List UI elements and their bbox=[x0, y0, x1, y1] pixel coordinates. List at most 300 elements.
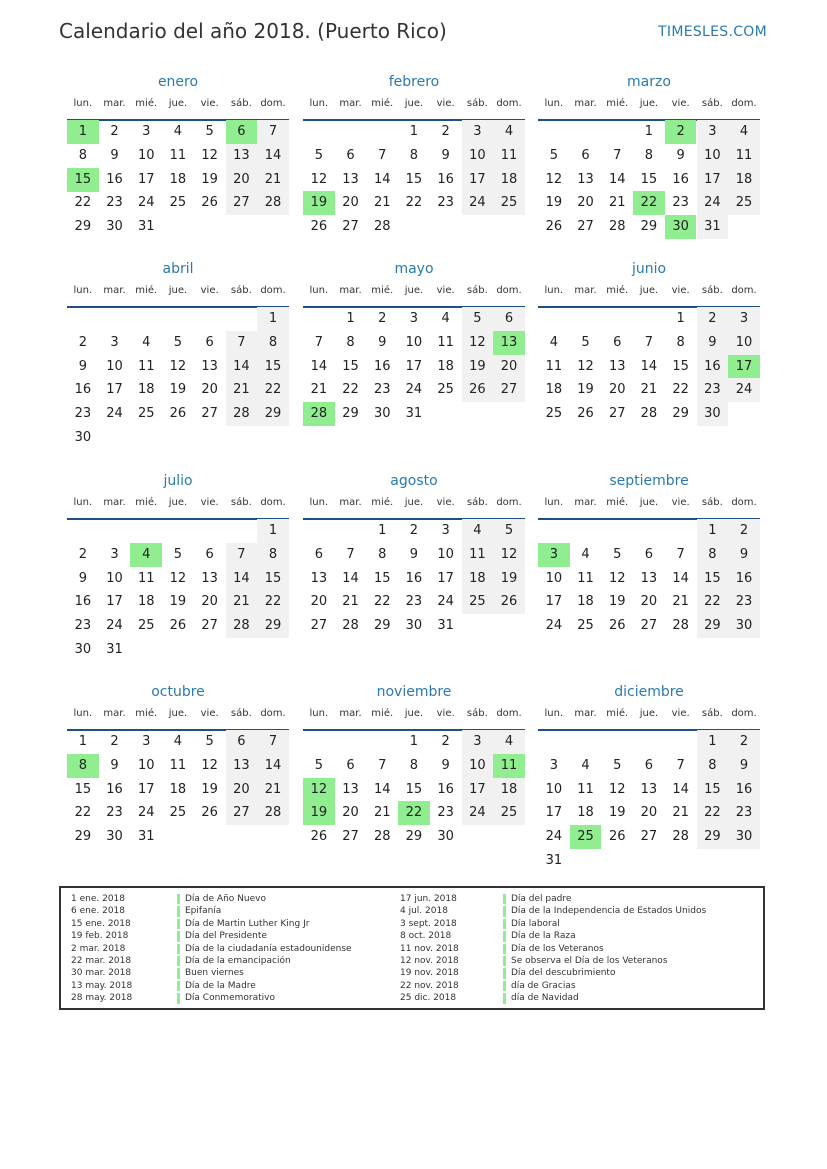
holiday-date: 22 nov. 2018 bbox=[400, 980, 459, 991]
holiday-name: Se observa el Día de los Veteranos bbox=[511, 955, 668, 966]
holiday-name: Día del Presidente bbox=[185, 931, 267, 942]
month-name: enero bbox=[157, 74, 199, 90]
holiday-name: día de Navidad bbox=[511, 993, 579, 1004]
day-cell: 8 bbox=[697, 754, 729, 778]
day-cell: 15 bbox=[672, 358, 689, 374]
holiday-date: 22 mar. 2018 bbox=[71, 955, 132, 966]
day-cell: 6 bbox=[581, 147, 590, 163]
weekday-header: lun. bbox=[309, 708, 329, 719]
weekday-header: sáb. bbox=[701, 285, 723, 296]
day-cell: 19 bbox=[608, 594, 626, 610]
weekday-header: sáb. bbox=[466, 98, 488, 109]
day-cell: 26 bbox=[310, 829, 328, 845]
day-cell: 24 bbox=[545, 618, 563, 634]
day-cell: 26 bbox=[201, 805, 218, 821]
day-cell: 5 bbox=[581, 334, 590, 350]
day-cell: 1 bbox=[257, 519, 289, 543]
day-cell: 3 bbox=[110, 334, 119, 350]
day-cell: 19 bbox=[608, 805, 626, 821]
day-cell: 20 bbox=[342, 805, 359, 821]
day-cell: 1 bbox=[644, 124, 654, 139]
day-cell: 25 bbox=[169, 805, 187, 821]
day-cell: 14 bbox=[672, 570, 689, 586]
weekday-header: jue. bbox=[639, 708, 659, 719]
day-cell: 31 bbox=[137, 219, 155, 235]
month-name: diciembre bbox=[614, 684, 684, 700]
day-cell: 21 bbox=[226, 378, 258, 402]
day-cell: 21 bbox=[310, 382, 328, 398]
day-cell: 3 bbox=[142, 734, 151, 749]
day-cell: 14 bbox=[310, 358, 328, 374]
day-cell: 1 bbox=[697, 730, 729, 754]
day-cell: 28 bbox=[226, 402, 258, 426]
holiday-day-cell: 13 bbox=[493, 331, 525, 355]
weekday-header: dom. bbox=[496, 285, 522, 296]
day-cell: 18 bbox=[169, 171, 187, 187]
day-cell: 23 bbox=[697, 378, 729, 402]
day-cell: 15 bbox=[405, 781, 423, 797]
day-cell: 12 bbox=[169, 358, 187, 374]
day-cell: 25 bbox=[545, 406, 563, 422]
day-cell: 16 bbox=[728, 778, 760, 802]
holiday-day-cell: 22 bbox=[398, 801, 430, 825]
page-title: Calendario del año 2018. (Puerto Rico) bbox=[59, 19, 447, 43]
weekday-header: vie. bbox=[200, 708, 219, 719]
day-cell: 6 bbox=[346, 757, 355, 773]
day-cell: 25 bbox=[437, 382, 454, 398]
month-septiembre bbox=[538, 473, 760, 663]
day-cell: 24 bbox=[697, 191, 729, 215]
day-cell: 1 bbox=[378, 523, 387, 538]
day-cell: 29 bbox=[257, 614, 289, 638]
day-cell: 3 bbox=[697, 120, 729, 144]
day-cell: 22 bbox=[74, 195, 92, 211]
weekday-header: vie. bbox=[671, 708, 690, 719]
day-cell: 15 bbox=[697, 567, 729, 591]
weekday-header: mié. bbox=[135, 98, 158, 109]
day-cell: 26 bbox=[545, 219, 563, 235]
day-cell: 17 bbox=[106, 594, 123, 610]
day-cell: 31 bbox=[545, 853, 563, 868]
day-cell: 20 bbox=[608, 382, 626, 398]
weekday-header: sáb. bbox=[230, 98, 252, 109]
day-cell: 21 bbox=[640, 382, 658, 398]
day-cell: 27 bbox=[640, 618, 658, 634]
day-cell: 20 bbox=[577, 195, 594, 211]
day-cell: 13 bbox=[226, 754, 258, 778]
month-febrero bbox=[303, 74, 525, 264]
day-cell: 25 bbox=[728, 191, 760, 215]
weekday-header: mar. bbox=[574, 708, 597, 719]
weekday-header: dom. bbox=[260, 285, 286, 296]
holiday-name: Día de la Madre bbox=[185, 980, 256, 991]
day-cell: 6 bbox=[205, 546, 214, 562]
day-cell: 24 bbox=[437, 594, 454, 610]
weekday-header: vie. bbox=[436, 285, 455, 296]
holiday-date: 6 ene. 2018 bbox=[71, 906, 125, 917]
holiday-marker bbox=[177, 906, 180, 916]
day-cell: 16 bbox=[437, 781, 454, 797]
day-cell: 11 bbox=[462, 543, 494, 567]
weekday-header: lun. bbox=[544, 497, 564, 508]
weekday-header: mié. bbox=[606, 285, 629, 296]
holiday-name: Día Conmemorativo bbox=[185, 993, 275, 1004]
weekday-header: sáb. bbox=[230, 708, 252, 719]
weekday-header: vie. bbox=[200, 285, 219, 296]
day-cell: 7 bbox=[314, 334, 323, 350]
day-cell: 28 bbox=[342, 618, 359, 634]
day-cell: 12 bbox=[462, 331, 494, 355]
day-cell: 18 bbox=[437, 358, 454, 374]
day-cell: 8 bbox=[78, 147, 87, 163]
weekday-header: mar. bbox=[339, 708, 362, 719]
month-name: octubre bbox=[151, 684, 205, 700]
month-enero bbox=[67, 74, 289, 264]
day-cell: 28 bbox=[373, 219, 391, 235]
day-cell: 27 bbox=[310, 618, 328, 634]
day-cell: 1 bbox=[676, 311, 685, 326]
day-cell: 19 bbox=[201, 781, 218, 797]
holiday-marker bbox=[177, 968, 180, 978]
day-cell: 9 bbox=[676, 147, 685, 163]
day-cell: 25 bbox=[169, 195, 187, 211]
holiday-date: 28 may. 2018 bbox=[71, 993, 133, 1004]
day-cell: 17 bbox=[462, 168, 494, 192]
day-cell: 1 bbox=[409, 124, 419, 139]
holiday-name: Día de Martin Luther King Jr bbox=[185, 918, 310, 929]
day-cell: 12 bbox=[493, 543, 525, 567]
day-cell: 19 bbox=[169, 382, 187, 398]
site-brand-link[interactable]: TIMESLES.COM bbox=[658, 24, 767, 40]
day-cell: 1 bbox=[257, 307, 289, 331]
day-cell: 29 bbox=[405, 829, 423, 845]
day-cell: 19 bbox=[545, 195, 563, 211]
day-cell: 9 bbox=[728, 543, 760, 567]
holiday-date: 19 nov. 2018 bbox=[400, 968, 459, 979]
day-cell: 10 bbox=[462, 144, 494, 168]
holiday-name: Día de la Independencia de Estados Unidos bbox=[511, 906, 707, 917]
day-cell: 23 bbox=[728, 590, 760, 614]
day-cell: 24 bbox=[137, 805, 155, 821]
day-cell: 20 bbox=[310, 594, 328, 610]
month-name: febrero bbox=[388, 74, 440, 90]
day-cell: 27 bbox=[608, 406, 626, 422]
day-cell: 15 bbox=[74, 781, 92, 797]
day-cell: 12 bbox=[201, 147, 218, 163]
day-cell: 20 bbox=[640, 805, 658, 821]
holiday-day-cell: 28 bbox=[303, 402, 335, 426]
weekday-header: jue. bbox=[168, 708, 188, 719]
weekday-header: mié. bbox=[606, 98, 629, 109]
day-cell: 11 bbox=[545, 358, 563, 374]
day-cell: 9 bbox=[78, 358, 87, 374]
day-cell: 18 bbox=[462, 567, 494, 591]
day-cell: 12 bbox=[608, 570, 626, 586]
day-cell: 22 bbox=[373, 594, 391, 610]
day-cell: 14 bbox=[257, 144, 289, 168]
day-cell: 11 bbox=[577, 570, 594, 586]
day-cell: 7 bbox=[644, 334, 654, 350]
weekday-header: dom. bbox=[260, 497, 286, 508]
holiday-date: 30 mar. 2018 bbox=[71, 968, 132, 979]
month-name: junio bbox=[631, 261, 667, 277]
holiday-marker bbox=[177, 894, 180, 904]
day-cell: 29 bbox=[672, 406, 689, 422]
day-cell: 16 bbox=[405, 570, 423, 586]
day-cell: 18 bbox=[493, 778, 525, 802]
weekday-header: sáb. bbox=[230, 285, 252, 296]
holiday-date: 13 may. 2018 bbox=[71, 980, 133, 991]
holiday-marker bbox=[503, 919, 506, 929]
weekday-header: mié. bbox=[135, 708, 158, 719]
holiday-day-cell: 4 bbox=[130, 543, 162, 567]
day-cell: 13 bbox=[310, 570, 328, 586]
day-cell: 13 bbox=[201, 570, 218, 586]
weekday-header: vie. bbox=[200, 98, 219, 109]
day-cell: 4 bbox=[173, 124, 183, 139]
day-cell: 14 bbox=[373, 171, 391, 187]
day-cell: 23 bbox=[437, 805, 454, 821]
month-marzo bbox=[538, 74, 760, 264]
day-cell: 21 bbox=[257, 168, 289, 192]
day-cell: 5 bbox=[314, 147, 323, 163]
weekday-header: dom. bbox=[496, 98, 522, 109]
weekday-header: sáb. bbox=[701, 98, 723, 109]
day-cell: 23 bbox=[672, 195, 689, 211]
day-cell: 4 bbox=[581, 546, 590, 562]
weekday-header: jue. bbox=[404, 285, 424, 296]
day-cell: 12 bbox=[608, 781, 626, 797]
day-cell: 29 bbox=[373, 618, 391, 634]
month-name: noviembre bbox=[376, 684, 452, 700]
day-cell: 18 bbox=[137, 382, 155, 398]
holiday-day-cell: 22 bbox=[633, 191, 665, 215]
day-cell: 17 bbox=[106, 382, 123, 398]
weekday-header: jue. bbox=[639, 285, 659, 296]
day-cell: 4 bbox=[142, 334, 151, 350]
day-cell: 27 bbox=[342, 219, 359, 235]
weekday-header: vie. bbox=[671, 285, 690, 296]
holiday-name: Día de los Veteranos bbox=[511, 943, 604, 954]
day-cell: 8 bbox=[378, 546, 387, 562]
weekday-header: mié. bbox=[606, 497, 629, 508]
day-cell: 20 bbox=[342, 195, 359, 211]
day-cell: 16 bbox=[106, 171, 123, 187]
day-cell: 24 bbox=[462, 801, 494, 825]
day-cell: 3 bbox=[142, 124, 151, 139]
day-cell: 14 bbox=[608, 171, 626, 187]
day-cell: 16 bbox=[697, 355, 729, 379]
day-cell: 31 bbox=[106, 642, 123, 657]
weekday-header: sáb. bbox=[701, 708, 723, 719]
day-cell: 18 bbox=[577, 594, 594, 610]
day-cell: 14 bbox=[342, 570, 359, 586]
holiday-name: Día de la Raza bbox=[511, 931, 576, 942]
month-name: mayo bbox=[394, 261, 434, 277]
weekday-header: lun. bbox=[73, 285, 93, 296]
weekday-header: sáb. bbox=[230, 497, 252, 508]
day-cell: 18 bbox=[728, 168, 760, 192]
holiday-date: 2 mar. 2018 bbox=[71, 943, 126, 954]
day-cell: 31 bbox=[137, 829, 155, 845]
day-cell: 2 bbox=[728, 519, 760, 543]
day-cell: 7 bbox=[378, 147, 387, 163]
day-cell: 10 bbox=[137, 147, 155, 163]
holiday-date: 1 ene. 2018 bbox=[71, 894, 125, 904]
day-cell: 29 bbox=[257, 402, 289, 426]
day-cell: 17 bbox=[697, 168, 729, 192]
day-cell: 9 bbox=[409, 546, 419, 562]
day-cell: 16 bbox=[728, 567, 760, 591]
day-cell: 15 bbox=[640, 171, 658, 187]
day-cell: 16 bbox=[672, 171, 689, 187]
day-cell: 4 bbox=[173, 734, 183, 749]
day-cell: 7 bbox=[676, 546, 685, 562]
day-cell: 12 bbox=[545, 171, 563, 187]
day-cell: 26 bbox=[169, 618, 187, 634]
day-cell: 6 bbox=[493, 307, 525, 331]
day-cell: 25 bbox=[493, 801, 525, 825]
day-cell: 22 bbox=[697, 801, 729, 825]
holiday-marker bbox=[177, 956, 180, 966]
day-cell: 9 bbox=[110, 147, 119, 163]
day-cell: 11 bbox=[169, 757, 187, 773]
day-cell: 17 bbox=[137, 781, 155, 797]
holiday-marker bbox=[503, 906, 506, 916]
day-cell: 26 bbox=[577, 406, 594, 422]
day-cell: 11 bbox=[137, 570, 155, 586]
day-cell: 11 bbox=[437, 334, 454, 350]
day-cell: 29 bbox=[697, 825, 729, 849]
day-cell: 18 bbox=[545, 382, 563, 398]
day-cell: 17 bbox=[137, 171, 155, 187]
holiday-name: Día del padre bbox=[511, 894, 572, 904]
weekday-header: vie. bbox=[436, 497, 455, 508]
month-noviembre bbox=[303, 684, 525, 874]
day-cell: 25 bbox=[577, 618, 594, 634]
day-cell: 2 bbox=[728, 730, 760, 754]
month-abril bbox=[67, 261, 289, 451]
day-cell: 21 bbox=[373, 195, 391, 211]
day-cell: 19 bbox=[169, 594, 187, 610]
day-cell: 9 bbox=[78, 570, 87, 586]
day-cell: 5 bbox=[613, 546, 622, 562]
day-cell: 10 bbox=[137, 757, 155, 773]
day-cell: 10 bbox=[106, 358, 123, 374]
day-cell: 30 bbox=[106, 219, 123, 235]
day-cell: 28 bbox=[640, 406, 658, 422]
day-cell: 28 bbox=[608, 219, 626, 235]
weekday-header: mar. bbox=[103, 497, 126, 508]
day-cell: 9 bbox=[697, 331, 729, 355]
day-cell: 6 bbox=[226, 730, 258, 754]
day-cell: 11 bbox=[493, 144, 525, 168]
day-cell: 8 bbox=[644, 147, 654, 163]
day-cell: 24 bbox=[545, 829, 563, 845]
day-cell: 9 bbox=[441, 147, 450, 163]
day-cell: 6 bbox=[613, 334, 622, 350]
day-cell: 27 bbox=[640, 829, 658, 845]
day-cell: 22 bbox=[697, 590, 729, 614]
weekday-header: sáb. bbox=[466, 285, 488, 296]
day-cell: 19 bbox=[577, 382, 594, 398]
day-cell: 30 bbox=[437, 829, 454, 845]
day-cell: 2 bbox=[110, 734, 119, 749]
weekday-header: dom. bbox=[731, 285, 757, 296]
day-cell: 21 bbox=[226, 590, 258, 614]
weekday-header: vie. bbox=[436, 98, 455, 109]
day-cell: 7 bbox=[257, 730, 289, 754]
day-cell: 24 bbox=[462, 191, 494, 215]
day-cell: 7 bbox=[257, 120, 289, 144]
day-cell: 5 bbox=[613, 757, 622, 773]
day-cell: 20 bbox=[493, 355, 525, 379]
holiday-marker bbox=[503, 993, 506, 1003]
weekday-header: mar. bbox=[103, 98, 126, 109]
day-cell: 3 bbox=[462, 730, 494, 754]
day-cell: 23 bbox=[74, 618, 92, 634]
day-cell: 24 bbox=[405, 382, 423, 398]
day-cell: 15 bbox=[342, 358, 359, 374]
day-cell: 4 bbox=[728, 120, 760, 144]
weekday-header: mié. bbox=[606, 708, 629, 719]
day-cell: 2 bbox=[78, 546, 87, 562]
day-cell: 27 bbox=[577, 219, 594, 235]
weekday-header: jue. bbox=[404, 708, 424, 719]
day-cell: 18 bbox=[577, 805, 594, 821]
day-cell: 10 bbox=[697, 144, 729, 168]
holiday-day-cell: 17 bbox=[728, 355, 760, 379]
day-cell: 8 bbox=[409, 147, 419, 163]
weekday-header: sáb. bbox=[701, 497, 723, 508]
day-cell: 30 bbox=[697, 402, 729, 426]
day-cell: 6 bbox=[644, 546, 654, 562]
day-cell: 9 bbox=[441, 757, 450, 773]
day-cell: 22 bbox=[672, 382, 689, 398]
day-cell: 29 bbox=[74, 219, 92, 235]
weekday-header: sáb. bbox=[466, 497, 488, 508]
holiday-list bbox=[59, 886, 765, 1010]
day-cell: 12 bbox=[169, 570, 187, 586]
day-cell: 16 bbox=[74, 382, 92, 398]
holiday-marker bbox=[177, 981, 180, 991]
weekday-header: lun. bbox=[544, 708, 564, 719]
weekday-header: mar. bbox=[574, 497, 597, 508]
day-cell: 26 bbox=[462, 378, 494, 402]
day-cell: 15 bbox=[697, 778, 729, 802]
day-cell: 30 bbox=[106, 829, 123, 845]
day-cell: 27 bbox=[201, 618, 218, 634]
day-cell: 1 bbox=[78, 734, 87, 749]
month-name: julio bbox=[163, 473, 193, 489]
day-cell: 17 bbox=[462, 778, 494, 802]
day-cell: 22 bbox=[405, 195, 423, 211]
holiday-date: 3 sept. 2018 bbox=[400, 918, 457, 929]
weekday-header: mié. bbox=[135, 285, 158, 296]
day-cell: 16 bbox=[74, 594, 92, 610]
holiday-day-cell: 19 bbox=[303, 191, 335, 215]
day-cell: 25 bbox=[493, 191, 525, 215]
weekday-header: jue. bbox=[168, 497, 188, 508]
weekday-header: dom. bbox=[260, 708, 286, 719]
weekday-header: mar. bbox=[103, 708, 126, 719]
day-cell: 5 bbox=[462, 307, 494, 331]
day-cell: 28 bbox=[672, 618, 689, 634]
weekday-header: vie. bbox=[200, 497, 219, 508]
weekday-header: dom. bbox=[731, 98, 757, 109]
weekday-header: lun. bbox=[73, 497, 93, 508]
weekday-header: jue. bbox=[168, 98, 188, 109]
